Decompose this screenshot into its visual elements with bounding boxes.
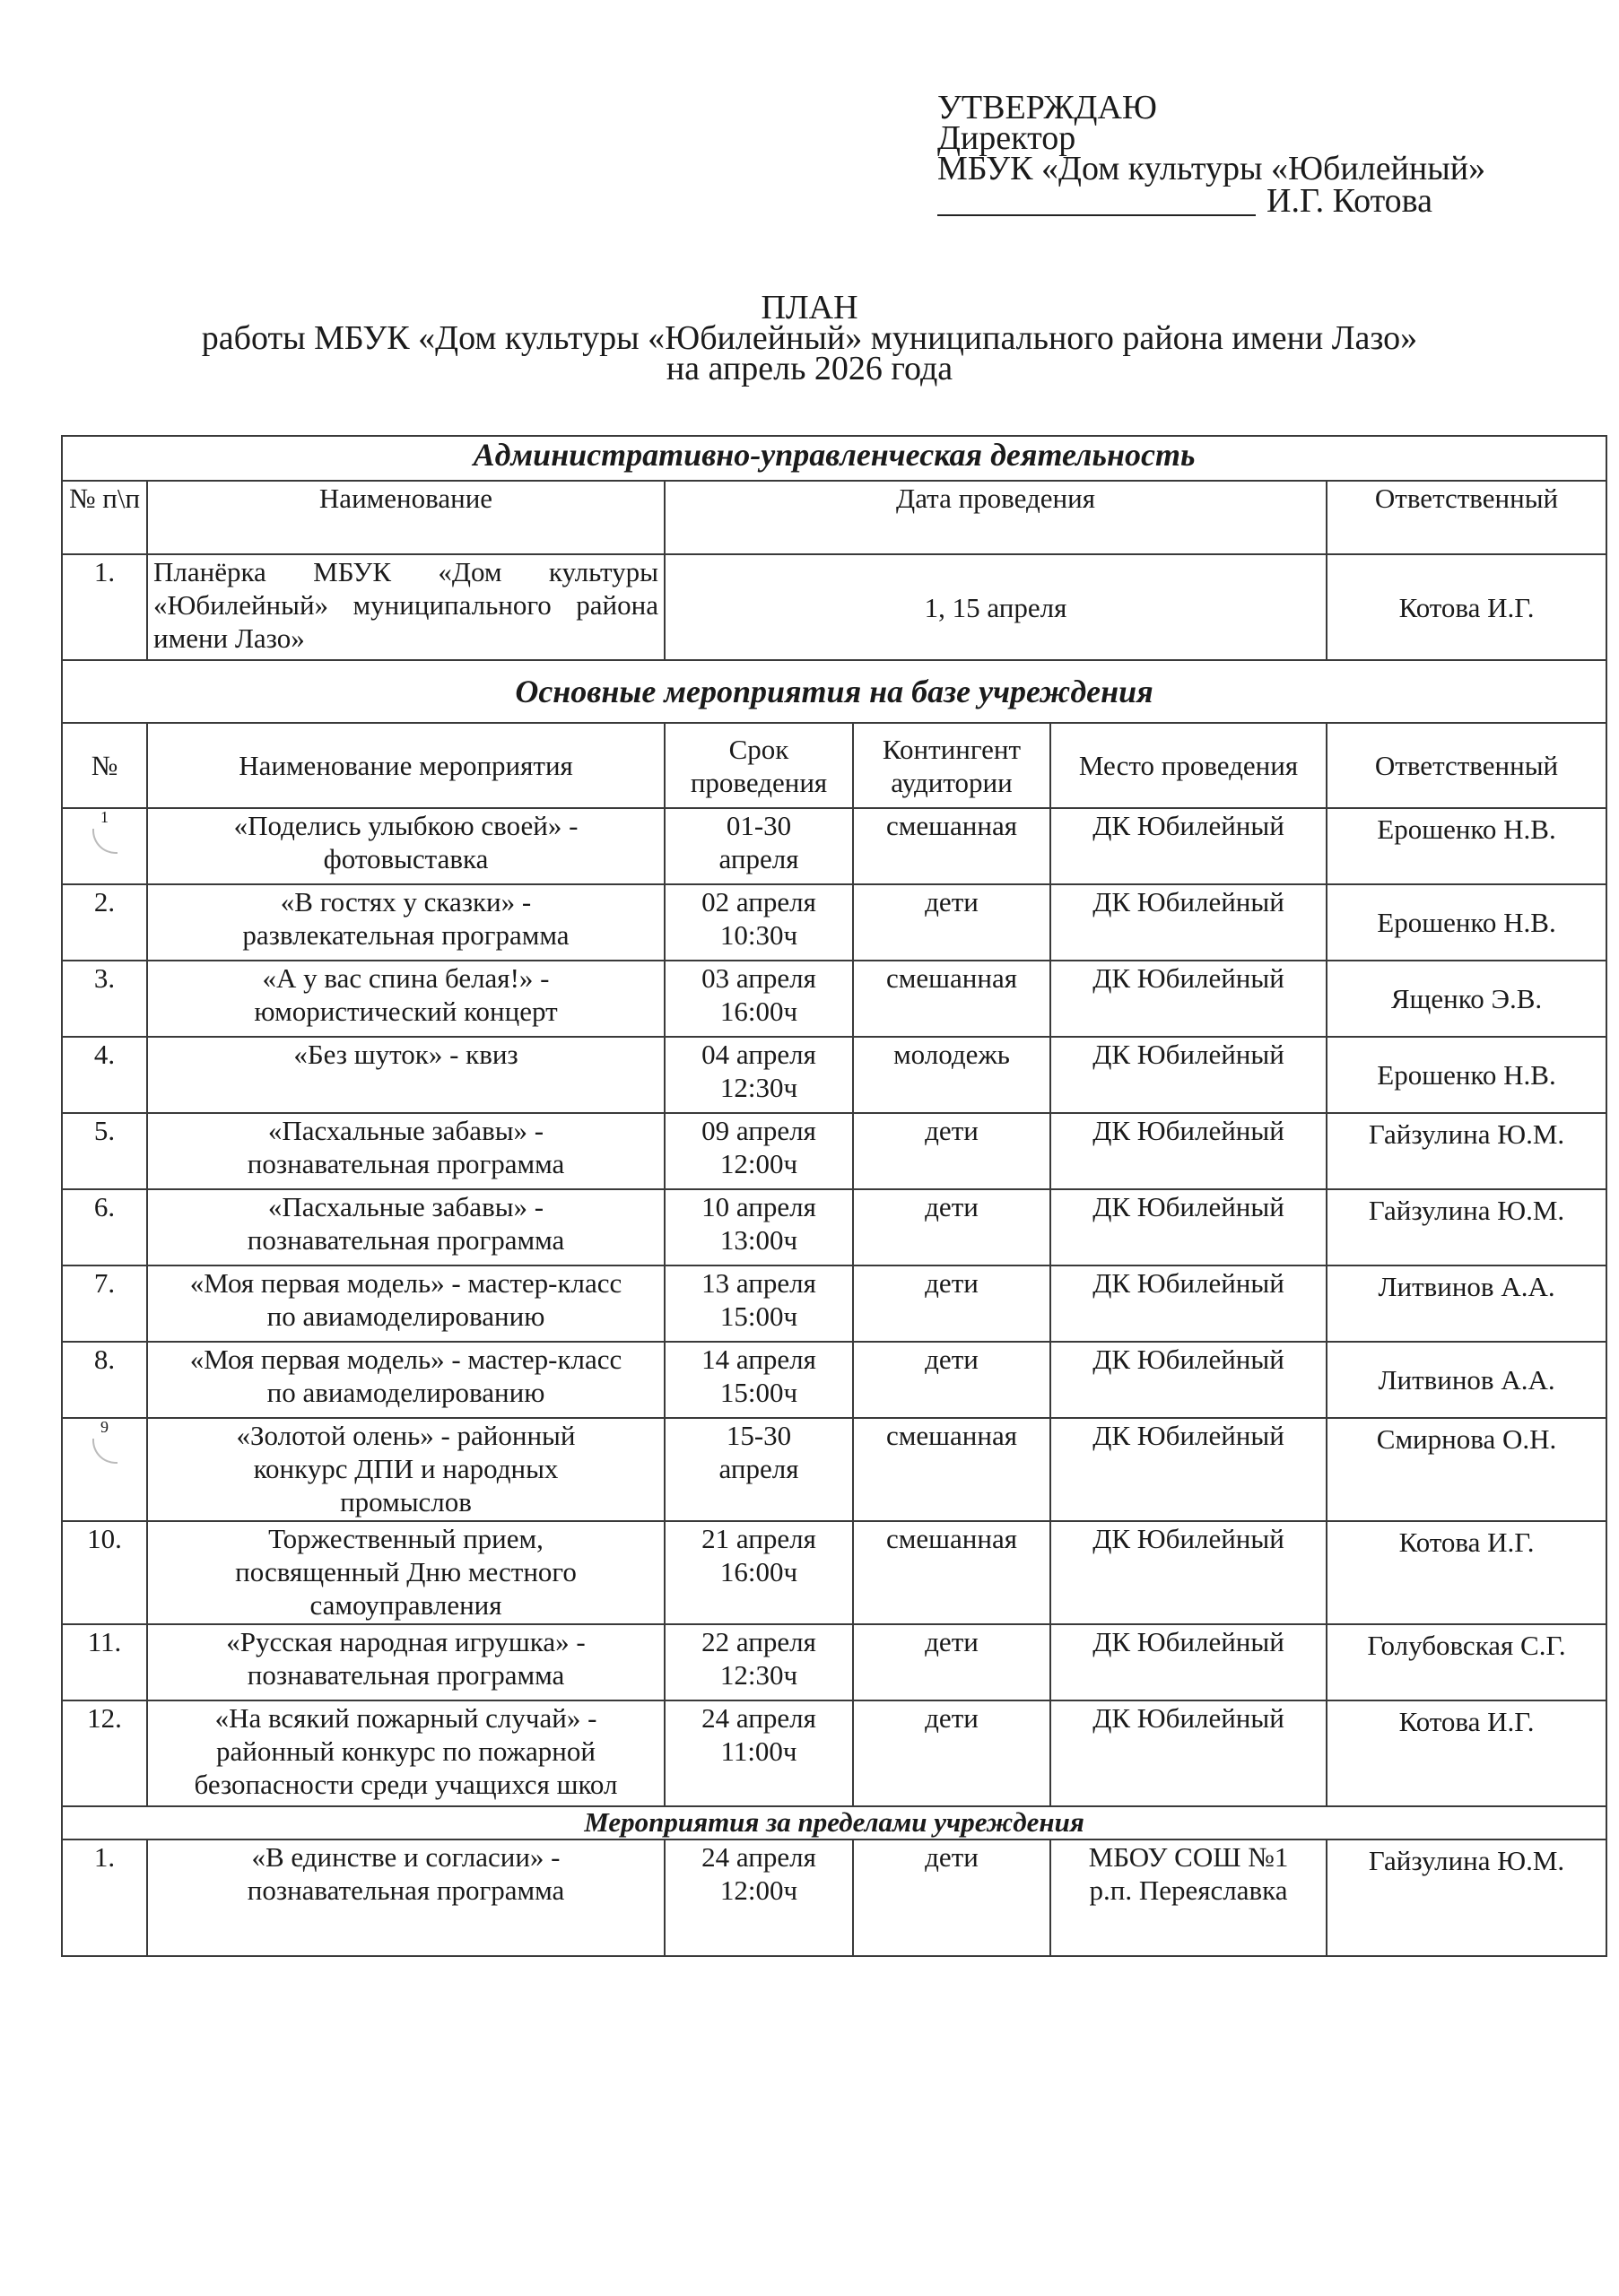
event-responsible: Ерошенко Н.В. <box>1327 808 1606 884</box>
event-term: 10 апреля 13:00ч <box>665 1189 853 1265</box>
signature-row <box>937 182 1485 220</box>
event-name: Торжественный прием, посвященный Дню местного самоуправления <box>147 1521 665 1624</box>
event-place: ДК Юбилейный <box>1050 1113 1327 1189</box>
event-term: 22 апреля 12:30ч <box>665 1624 853 1700</box>
event-row <box>62 1418 1606 1521</box>
scan-artifact-icon <box>92 829 118 854</box>
event-name: «Пасхальные забавы» - познавательная программа <box>147 1189 665 1265</box>
event-name: «Русская народная игрушка» - познавательная программа <box>147 1624 665 1700</box>
event-num: 12. <box>62 1700 147 1806</box>
event-row <box>62 1521 1606 1624</box>
event-row <box>62 884 1606 961</box>
event-place: ДК Юбилейный <box>1050 1700 1327 1806</box>
event-place: ДК Юбилейный <box>1050 961 1327 1037</box>
event-place: ДК Юбилейный <box>1050 884 1327 961</box>
main-col-place: Место проведения <box>1050 723 1327 808</box>
admin-col-date: Дата проведения <box>665 481 1327 554</box>
approve-label: УТВЕРЖДАЮ <box>937 89 1157 126</box>
event-audience: дети <box>853 1624 1050 1700</box>
event-responsible: Ерошенко Н.В. <box>1327 1037 1606 1113</box>
event-row <box>62 961 1606 1037</box>
event-audience: дети <box>853 1342 1050 1418</box>
event-name: «Поделись улыбкою своей» - фотовыставка <box>147 808 665 884</box>
event-responsible: Гайзулина Ю.М. <box>1327 1839 1606 1956</box>
event-term: 13 апреля 15:00ч <box>665 1265 853 1342</box>
event-num: 5. <box>62 1113 147 1189</box>
event-name: «В гостях у сказки» - развлекательная программа <box>147 884 665 961</box>
admin-col-responsible: Ответственный <box>1327 481 1606 554</box>
event-name: «Без шуток» - квиз <box>147 1037 665 1113</box>
event-row <box>62 1624 1606 1700</box>
admin-section-title: Административно-управленческая деятельность <box>62 436 1606 481</box>
approval-block <box>937 89 1486 220</box>
event-responsible: Литвинов А.А. <box>1327 1265 1606 1342</box>
event-row <box>62 1700 1606 1806</box>
event-audience: дети <box>853 884 1050 961</box>
scan-artifact-icon <box>92 1439 118 1464</box>
event-place: ДК Юбилейный <box>1050 1521 1327 1624</box>
event-place: ДК Юбилейный <box>1050 808 1327 884</box>
plan-table <box>61 435 1607 1957</box>
event-name: «В единстве и согласии» - познавательная программа <box>147 1839 665 1956</box>
title-period: на апрель 2026 года <box>666 350 953 387</box>
event-audience: дети <box>853 1700 1050 1806</box>
event-num: 1 <box>62 808 147 884</box>
event-place: ДК Юбилейный <box>1050 1189 1327 1265</box>
admin-row-responsible: Котова И.Г. <box>1327 554 1606 660</box>
event-row <box>62 1113 1606 1189</box>
event-term: 02 апреля 10:30ч <box>665 884 853 961</box>
main-section-title: Основные мероприятия на базе учреждения <box>62 660 1606 723</box>
event-term: 24 апреля 11:00ч <box>665 1700 853 1806</box>
document-title <box>0 289 1619 387</box>
event-name: «На всякий пожарный случай» - районный конкурс по пожарной безопасности среди учащихся школ <box>147 1700 665 1806</box>
event-row <box>62 1037 1606 1113</box>
event-num: 7. <box>62 1265 147 1342</box>
event-responsible: Котова И.Г. <box>1327 1521 1606 1624</box>
event-audience: дети <box>853 1113 1050 1189</box>
main-col-term: Срок проведения <box>665 723 853 808</box>
approver-organization: МБУК «Дом культуры «Юбилейный» <box>937 150 1486 187</box>
event-name: «Моя первая модель» - мастер-класс по авиамоделированию <box>147 1265 665 1342</box>
event-name: «А у вас спина белая!» - юмористический концерт <box>147 961 665 1037</box>
outside-section-title-row <box>62 1806 1606 1839</box>
event-row <box>62 808 1606 884</box>
event-row <box>62 1189 1606 1265</box>
event-responsible: Литвинов А.А. <box>1327 1342 1606 1418</box>
event-audience: смешанная <box>853 808 1050 884</box>
event-term: 09 апреля 12:00ч <box>665 1113 853 1189</box>
event-name: «Золотой олень» - районный конкурс ДПИ и народных промыслов <box>147 1418 665 1521</box>
event-place: ДК Юбилейный <box>1050 1418 1327 1521</box>
event-num: 4. <box>62 1037 147 1113</box>
admin-row-name: Планёрка МБУК «Дом культуры «Юбилейный» муниципального района имени Лазо» <box>147 554 665 660</box>
event-responsible: Смирнова О.Н. <box>1327 1418 1606 1521</box>
event-row <box>62 1342 1606 1418</box>
event-responsible: Ященко Э.В. <box>1327 961 1606 1037</box>
admin-row-num: 1. <box>62 554 147 660</box>
event-audience: смешанная <box>853 961 1050 1037</box>
event-name: «Моя первая модель» - мастер-класс по авиамоделированию <box>147 1342 665 1418</box>
main-header-row <box>62 723 1606 808</box>
admin-row-date: 1, 15 апреля <box>665 554 1327 660</box>
event-term: 14 апреля 15:00ч <box>665 1342 853 1418</box>
event-term: 24 апреля 12:00ч <box>665 1839 853 1956</box>
event-place: ДК Юбилейный <box>1050 1037 1327 1113</box>
main-col-name: Наименование мероприятия <box>147 723 665 808</box>
main-col-responsible: Ответственный <box>1327 723 1606 808</box>
event-term: 21 апреля 16:00ч <box>665 1521 853 1624</box>
event-responsible: Ерошенко Н.В. <box>1327 884 1606 961</box>
event-audience: дети <box>853 1265 1050 1342</box>
event-row <box>62 1839 1606 1956</box>
signatory-name: И.Г. Котова <box>1266 182 1432 220</box>
event-audience: дети <box>853 1839 1050 1956</box>
signature-line <box>937 187 1256 216</box>
event-num: 8. <box>62 1342 147 1418</box>
event-responsible: Гайзулина Ю.М. <box>1327 1113 1606 1189</box>
event-num: 3. <box>62 961 147 1037</box>
event-term: 15-30 апреля <box>665 1418 853 1521</box>
event-term: 04 апреля 12:30ч <box>665 1037 853 1113</box>
event-num: 1. <box>62 1839 147 1956</box>
event-audience: смешанная <box>853 1418 1050 1521</box>
main-section-title-row <box>62 660 1606 723</box>
event-row <box>62 1265 1606 1342</box>
event-audience: дети <box>853 1189 1050 1265</box>
event-responsible: Котова И.Г. <box>1327 1700 1606 1806</box>
admin-col-name: Наименование <box>147 481 665 554</box>
admin-section-title-row <box>62 436 1606 481</box>
event-place: ДК Юбилейный <box>1050 1342 1327 1418</box>
event-responsible: Голубовская С.Г. <box>1327 1624 1606 1700</box>
outside-section-title: Мероприятия за пределами учреждения <box>62 1806 1606 1839</box>
event-audience: молодежь <box>853 1037 1050 1113</box>
event-place: ДК Юбилейный <box>1050 1265 1327 1342</box>
main-col-audience: Контингент аудитории <box>853 723 1050 808</box>
event-term: 01-30 апреля <box>665 808 853 884</box>
title-heading: ПЛАН <box>761 289 858 326</box>
admin-row <box>62 554 1606 660</box>
main-col-num: № <box>62 723 147 808</box>
event-num: 10. <box>62 1521 147 1624</box>
event-num: 6. <box>62 1189 147 1265</box>
event-term: 03 апреля 16:00ч <box>665 961 853 1037</box>
event-num: 2. <box>62 884 147 961</box>
admin-header-row <box>62 481 1606 554</box>
event-num: 11. <box>62 1624 147 1700</box>
event-audience: смешанная <box>853 1521 1050 1624</box>
event-place: ДК Юбилейный <box>1050 1624 1327 1700</box>
event-num: 9 <box>62 1418 147 1521</box>
event-name: «Пасхальные забавы» - познавательная программа <box>147 1113 665 1189</box>
event-responsible: Гайзулина Ю.М. <box>1327 1189 1606 1265</box>
event-place: МБОУ СОШ №1 р.п. Переяславка <box>1050 1839 1327 1956</box>
approver-position: Директор <box>937 119 1076 157</box>
title-subheading: работы МБУК «Дом культуры «Юбилейный» муниципального района имени Лазо» <box>201 319 1418 357</box>
admin-col-num: № п\п <box>62 481 147 554</box>
